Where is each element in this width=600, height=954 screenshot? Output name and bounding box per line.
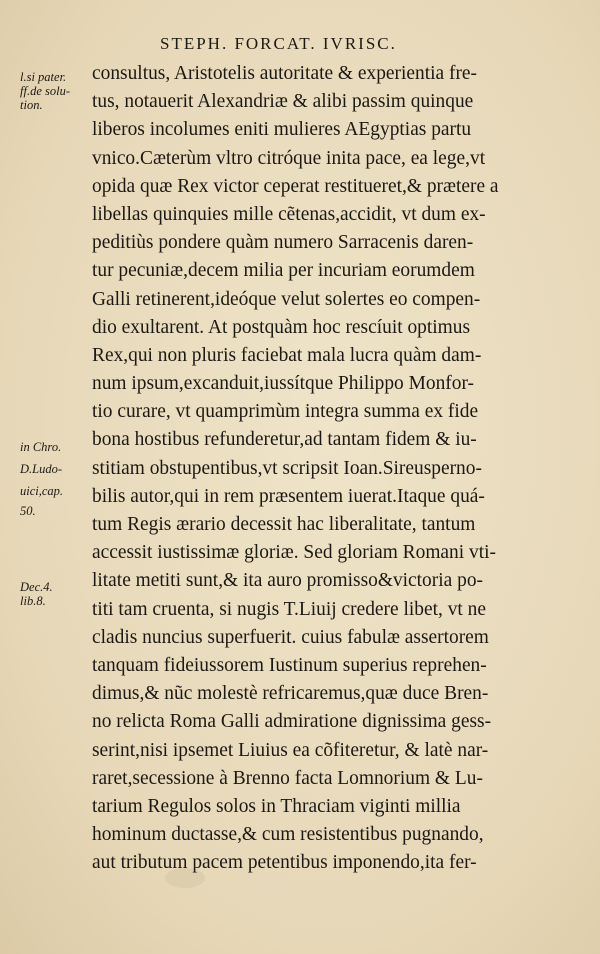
text-line: libellas quinquies mille cẽtenas,accidit, vt dum ex- [92, 203, 486, 225]
text-line: tus, notauerit Alexandriæ & alibi passim quinque [92, 91, 474, 113]
marginal-note [20, 440, 90, 518]
paper-stain [165, 868, 205, 888]
text-line: dio exultarent. At postquàm hoc rescíuit optimus [92, 316, 471, 338]
marginal-note-line: 50. [20, 504, 36, 518]
text-line: liberos incolumes eniti mulieres AEgyptias partu [92, 119, 472, 141]
marginal-note-line: Dec.4. [20, 580, 53, 594]
text-line: Galli retinerent,ideóque velut solertes eo compen- [92, 288, 481, 310]
text-line: dimus,& nũc molestè refricaremus,quæ duce Bren- [92, 683, 489, 705]
body-text [92, 60, 572, 877]
marginal-note-line: lib.8. [20, 594, 46, 608]
marginal-note-line: in Chro. [20, 440, 62, 454]
text-line: stitiam obstupentibus,vt scripsit Ioan.Sireusperno- [92, 457, 482, 479]
text-line: litate metiti sunt,& ita auro promisso&victoria po- [92, 570, 483, 592]
text-line: Rex,qui non pluris faciebat mala lucra quàm dam- [92, 344, 482, 366]
marginal-note [20, 580, 90, 608]
running-header: STEPH. FORCAT. IVRISC. [160, 34, 397, 53]
marginal-note-line: ff.de solu- [20, 84, 70, 98]
text-line: no relicta Roma Galli admiratione dignissima gess- [92, 711, 492, 733]
text-line: raret,secessione à Brenno facta Lomnorium & Lu- [92, 767, 483, 789]
text-line: tum Regis ærario decessit hac liberalitate, tantum [92, 514, 476, 535]
marginal-note-line: tion. [20, 98, 43, 112]
text-line: tarium Regulos solos in Thraciam viginti millia [92, 795, 461, 817]
text-line: tanquam fideiussorem Iustinum superius reprehen- [92, 654, 487, 676]
text-line: tur pecuniæ,decem milia per incuriam eorumdem [92, 260, 475, 282]
marginal-note-line: uici,cap. [20, 484, 64, 498]
text-line: bilis autor,qui in rem præsentem iuerat.Itaque quá- [92, 485, 485, 507]
text-line: consultus, Aristotelis autoritate & experientia fre- [92, 63, 478, 84]
text-line: titi tam cruenta, si nugis T.Liuij credere libet, vt ne [92, 598, 487, 620]
text-line: hominum ductasse,& cum resistentibus pugnando, [92, 824, 484, 846]
text-line: bona hostibus refunderetur,ad tantam fidem & iu- [92, 429, 477, 451]
text-line: aut tributum pacem petentibus imponendo,ita fer- [92, 852, 477, 874]
marginal-note-line: l.si pater. [20, 70, 67, 84]
text-line: num ipsum,excanduit,iussítque Philippo Monfor- [92, 373, 475, 395]
text-line: peditiùs pondere quàm numero Sarracenis daren- [92, 232, 474, 254]
text-line: opida quæ Rex victor ceperat restitueret,& prætere a [92, 175, 499, 197]
text-line: serint,nisi ipsemet Liuius ea cõfiteretur, & latè nar- [92, 739, 489, 761]
marginal-note [20, 70, 90, 112]
text-line: accessit iustissimæ gloriæ. Sed gloriam Romani vti- [92, 542, 496, 564]
text-line: cladis nuncius superfuerit. cuius fabulæ assertorem [92, 626, 489, 648]
text-line: vnico.Cæterùm vltro citróque inita pace, ea lege,vt [92, 147, 486, 169]
marginal-note-line: D.Ludo- [20, 462, 63, 476]
text-line: tio curare, vt quamprimùm integra summa ex fide [92, 401, 479, 423]
